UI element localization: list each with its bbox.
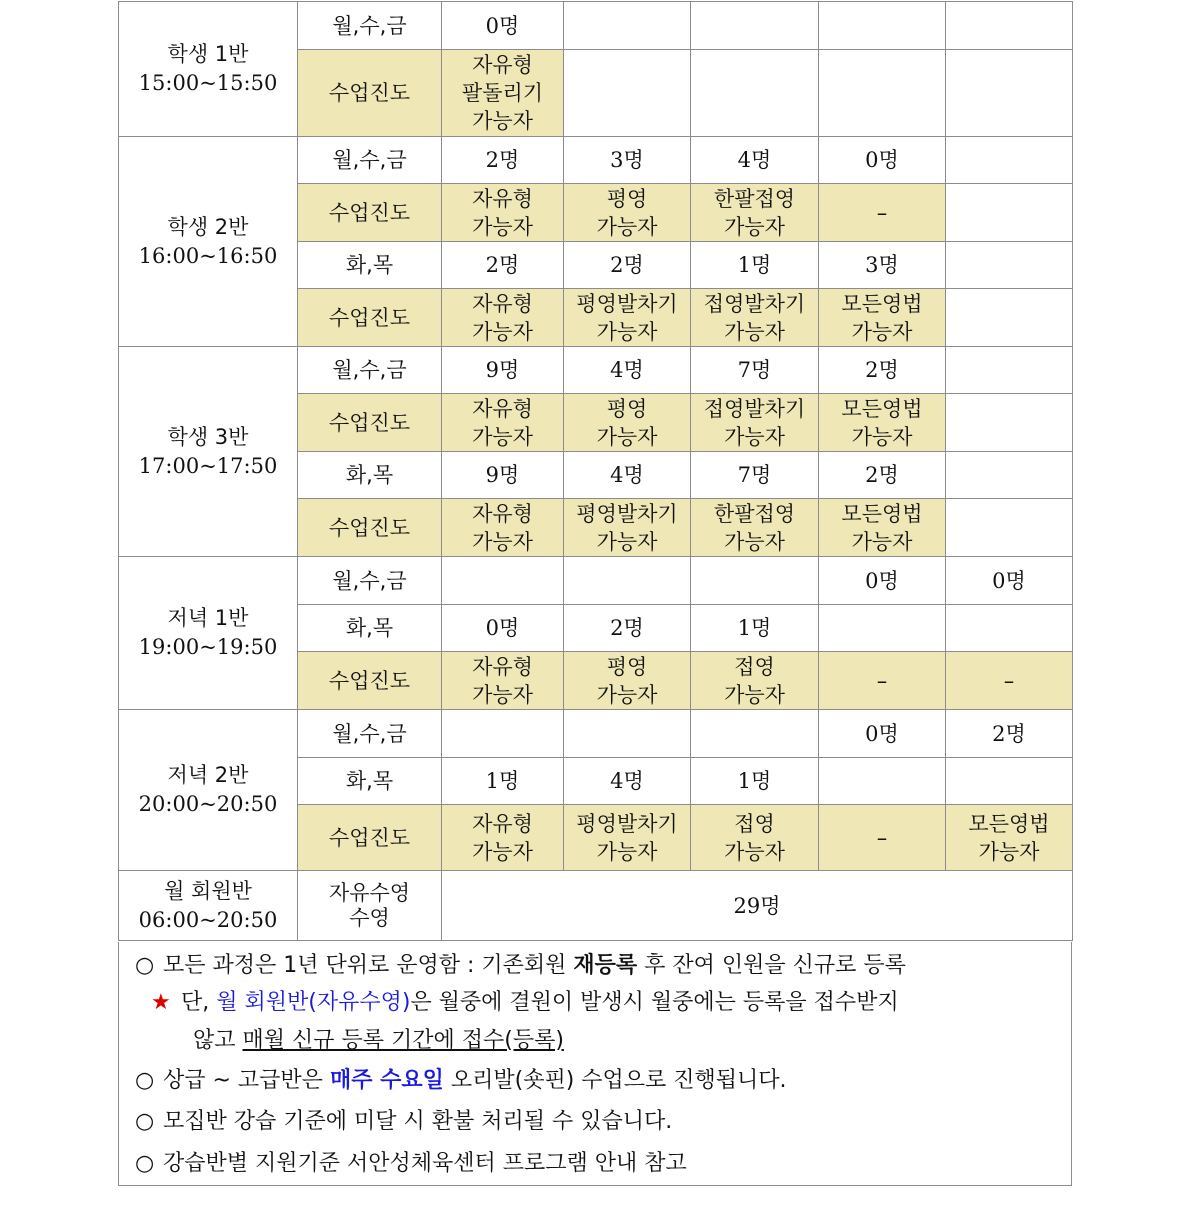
- note-text: 오리발(숏핀) 수업으로 진행됩니다.: [443, 1068, 787, 1093]
- progress-label: 수업진도: [298, 499, 442, 557]
- empty-cell: [946, 499, 1073, 557]
- count-cell: 4명: [564, 347, 691, 394]
- note-text: 후 잔여 인원을 신규로 등록: [637, 953, 906, 978]
- class-time: 06:00~20:50: [138, 907, 278, 932]
- class-name: 학생 1반: [167, 42, 249, 66]
- dash-cell: –: [819, 184, 946, 242]
- count-cell: 0명: [819, 137, 946, 184]
- count-cell: 7명: [691, 347, 819, 394]
- progress-cell: 평영발차기 가능자: [564, 805, 691, 871]
- empty-cell: [819, 2, 946, 50]
- note-text: 상급 ~ 고급반은: [163, 1068, 330, 1093]
- count-cell: 1명: [691, 242, 819, 289]
- empty-cell: [691, 710, 819, 758]
- note-text: 모집반 강습 기준에 미달 시 환불 처리될 수 있습니다.: [163, 1109, 673, 1134]
- count-cell: 0명: [819, 557, 946, 605]
- notes-panel: [118, 942, 1072, 1186]
- note-highlight: 월 회원반(자유수영): [216, 990, 411, 1015]
- progress-label: 수업진도: [298, 394, 442, 452]
- empty-cell: [691, 557, 819, 605]
- day-label: 월,수,금: [298, 137, 442, 184]
- empty-cell: [691, 2, 819, 50]
- progress-cell: 모든영법 가능자: [819, 394, 946, 452]
- note-highlight: 매주 수요일: [329, 1068, 444, 1093]
- bullet-icon: ○: [135, 1151, 155, 1176]
- empty-cell: [442, 557, 564, 605]
- empty-cell: [564, 50, 691, 137]
- progress-cell: 평영발차기 가능자: [564, 289, 691, 347]
- progress-cell: 모든영법 가능자: [946, 805, 1073, 871]
- note-emphasis: 재등록: [573, 953, 638, 978]
- empty-cell: [946, 289, 1073, 347]
- progress-label: 수업진도: [298, 289, 442, 347]
- count-cell: 2명: [442, 137, 564, 184]
- dash-cell: –: [819, 652, 946, 710]
- class-time: 20:00~20:50: [138, 792, 278, 816]
- class-name-cell: [119, 137, 298, 347]
- note-line-2: [151, 988, 899, 1018]
- count-cell: 4명: [691, 137, 819, 184]
- table-row: [119, 557, 1073, 605]
- class-name-cell: [119, 871, 298, 941]
- class-name: 저녁 2반: [167, 763, 249, 787]
- class-time: 19:00~19:50: [138, 635, 278, 659]
- count-cell: 9명: [442, 347, 564, 394]
- empty-cell: [946, 452, 1073, 499]
- class-name-cell: [119, 2, 298, 137]
- count-cell: 1명: [691, 605, 819, 652]
- empty-cell: [946, 242, 1073, 289]
- empty-cell: [946, 2, 1073, 50]
- empty-cell: [691, 50, 819, 137]
- count-cell: 3명: [564, 137, 691, 184]
- progress-cell: 접영 가능자: [691, 805, 819, 871]
- count-cell: 1명: [691, 758, 819, 805]
- table-row: [119, 710, 1073, 758]
- empty-cell: [946, 394, 1073, 452]
- dash-cell: –: [946, 652, 1073, 710]
- progress-cell: 평영 가능자: [564, 652, 691, 710]
- class-name-cell: [119, 557, 298, 710]
- empty-cell: [564, 710, 691, 758]
- empty-cell: [946, 137, 1073, 184]
- class-name-cell: [119, 347, 298, 557]
- count-cell: 3명: [819, 242, 946, 289]
- progress-cell: 접영발차기 가능자: [691, 394, 819, 452]
- class-name: 학생 3반: [167, 424, 249, 449]
- day-label: 월,수,금: [298, 2, 442, 50]
- note-line-6: [135, 1149, 687, 1179]
- note-underline: 매월 신규 등록 기간에 접수(등록): [242, 1028, 564, 1053]
- table-row: [119, 2, 1073, 50]
- count-cell: 9명: [442, 452, 564, 499]
- progress-cell: 모든영법 가능자: [819, 289, 946, 347]
- progress-label: 수업진도: [298, 50, 442, 137]
- count-cell: 2명: [442, 242, 564, 289]
- progress-cell: 자유형 가능자: [442, 184, 564, 242]
- empty-cell: [819, 758, 946, 805]
- progress-cell: 평영 가능자: [564, 184, 691, 242]
- star-icon: ★: [151, 990, 171, 1015]
- empty-cell: [946, 347, 1073, 394]
- empty-cell: [946, 50, 1073, 137]
- progress-cell: 평영발차기 가능자: [564, 499, 691, 557]
- note-line-5: [135, 1107, 672, 1137]
- day-label: 월,수,금: [298, 557, 442, 605]
- count-cell: 2명: [819, 347, 946, 394]
- empty-cell: [564, 2, 691, 50]
- count-cell: 2명: [564, 242, 691, 289]
- count-cell: 0명: [442, 605, 564, 652]
- count-cell: 0명: [819, 710, 946, 758]
- empty-cell: [819, 605, 946, 652]
- note-text: 모든 과정은 1년 단위로 운영함 : 기존회원: [163, 953, 574, 978]
- progress-cell: 자유형 가능자: [442, 499, 564, 557]
- class-time: 15:00~15:50: [138, 71, 278, 95]
- note-line-3: [193, 1026, 564, 1056]
- count-cell: 0명: [946, 557, 1073, 605]
- progress-cell: 한팔접영 가능자: [691, 499, 819, 557]
- progress-label: 수업진도: [298, 184, 442, 242]
- progress-cell: 자유형 가능자: [442, 289, 564, 347]
- count-cell: 4명: [564, 758, 691, 805]
- day-label: 월,수,금: [298, 347, 442, 394]
- member-count-cell: 29명: [442, 871, 1073, 941]
- note-line-1: [135, 951, 906, 981]
- progress-cell: 접영발차기 가능자: [691, 289, 819, 347]
- empty-cell: [946, 605, 1073, 652]
- progress-cell: 자유형 가능자: [442, 394, 564, 452]
- progress-cell: 자유형 가능자: [442, 805, 564, 871]
- progress-cell: 자유형 팔돌리기 가능자: [442, 50, 564, 137]
- count-cell: 2명: [819, 452, 946, 499]
- count-cell: 2명: [946, 710, 1073, 758]
- progress-label: 수업진도: [298, 805, 442, 871]
- progress-cell: 모든영법 가능자: [819, 499, 946, 557]
- bullet-icon: ○: [135, 1068, 155, 1093]
- class-name: 월 회원반: [164, 878, 252, 903]
- class-time: 16:00~16:50: [138, 243, 278, 268]
- note-line-4: [135, 1066, 787, 1096]
- empty-cell: [442, 710, 564, 758]
- table-row: [119, 137, 1073, 184]
- count-cell: 1명: [442, 758, 564, 805]
- class-name: 학생 2반: [167, 214, 249, 239]
- count-cell: 4명: [564, 452, 691, 499]
- bullet-icon: ○: [135, 1109, 155, 1134]
- count-cell: 2명: [564, 605, 691, 652]
- table-row: [119, 347, 1073, 394]
- class-name-cell: [119, 710, 298, 871]
- empty-cell: [819, 50, 946, 137]
- progress-cell: 평영 가능자: [564, 394, 691, 452]
- note-text: 단,: [181, 990, 217, 1015]
- member-type-cell: 자유수영 수영: [298, 871, 442, 941]
- progress-label: 수업진도: [298, 652, 442, 710]
- bullet-icon: ○: [135, 953, 155, 978]
- day-label: 월,수,금: [298, 710, 442, 758]
- progress-cell: 자유형 가능자: [442, 652, 564, 710]
- day-label: 화,목: [298, 605, 442, 652]
- progress-cell: 접영 가능자: [691, 652, 819, 710]
- empty-cell: [564, 557, 691, 605]
- note-text: 강습반별 지원기준 서안성체육센터 프로그램 안내 참고: [163, 1151, 687, 1176]
- class-time: 17:00~17:50: [138, 453, 278, 478]
- count-cell: 0명: [442, 2, 564, 50]
- day-label: 화,목: [298, 758, 442, 805]
- day-label: 화,목: [298, 242, 442, 289]
- table-row: [119, 871, 1073, 941]
- empty-cell: [946, 184, 1073, 242]
- count-cell: 7명: [691, 452, 819, 499]
- note-text: 은 월중에 결원이 발생시 월중에는 등록을 접수받지: [410, 990, 899, 1015]
- class-schedule-table: [118, 1, 1073, 941]
- day-label: 화,목: [298, 452, 442, 499]
- progress-cell: 한팔접영 가능자: [691, 184, 819, 242]
- dash-cell: –: [819, 805, 946, 871]
- empty-cell: [946, 758, 1073, 805]
- note-text: 않고: [193, 1028, 243, 1053]
- class-name: 저녁 1반: [167, 606, 249, 630]
